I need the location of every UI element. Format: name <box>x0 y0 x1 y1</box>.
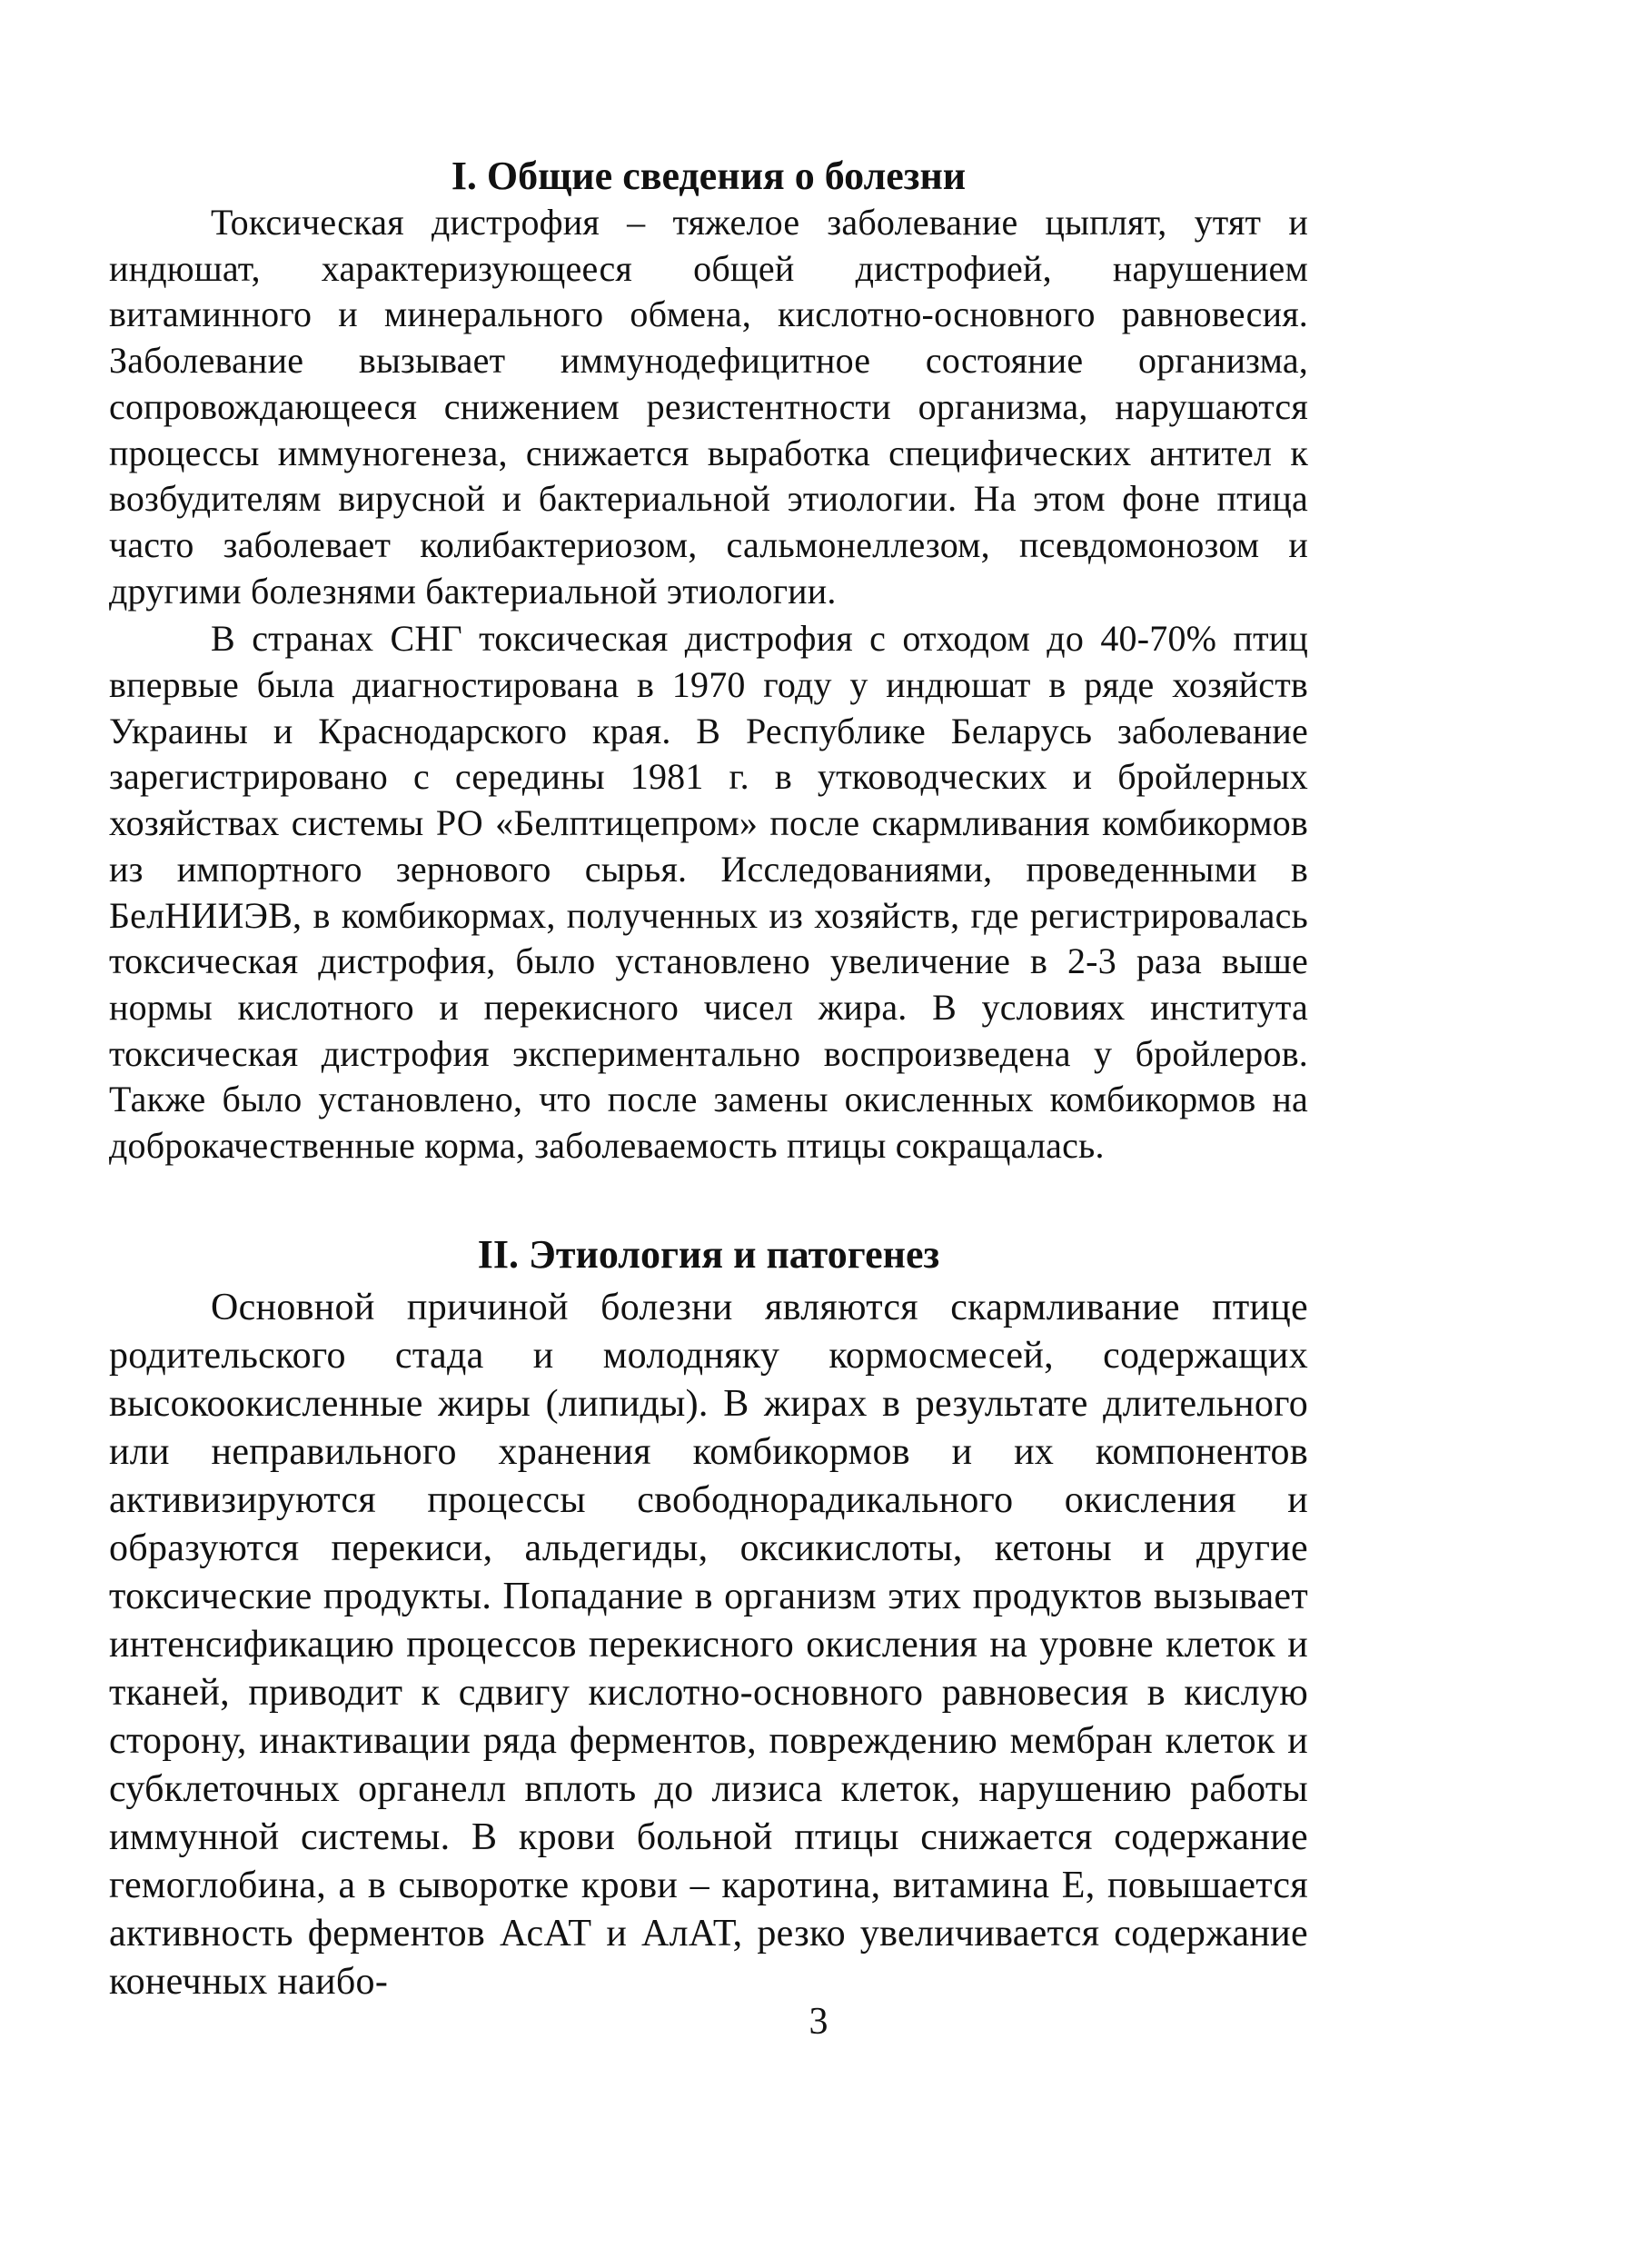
page-number: 3 <box>809 2001 828 2043</box>
paragraph: Токсическая дистрофия – тяжелое заболевание цыплят, утят и индюшат, характеризующееся общей дистрофией, нарушением витаминного и минерального обмена, кислотно-основного равновесия. Заболевание вызывает иммунодефицитное состояние организма, сопровождающееся снижением резистентности организма, нарушаются процессы иммуногенеза, снижается выработка специфических антител к возбудителям вирусной и бактериальной этиологии. На этом фоне птица часто заболевает колибактериозом, сальмонеллезом, псевдомонозом и другими болезнями бактериальной этиологии. <box>109 202 1308 612</box>
section-etiology-pathogenesis <box>109 1231 1308 2006</box>
section-heading: I. Общие сведения о болезни <box>451 154 967 198</box>
section-general-info <box>109 153 1308 1169</box>
paragraph: В странах СНГ токсическая дистрофия с отходом до 40-70% птиц впервые была диагностирована в 1970 году у индюшат в ряде хозяйств Украины и Краснодарского края. В Республике Беларусь заболевание зарегистрировано с середины 1981 г. в утководческих и бройлерных хозяйствах системы РО «Белптицепром» после скармливания комбикормов из импортного зернового сырья. Исследованиями, проведенными в БелНИИЭВ, в комбикормах, полученных из хозяйств, где регистрировалась токсическая дистрофия, было установлено увеличение в 2-3 раза выше нормы кислотного и перекисного чисел жира. В условиях института токсическая дистрофия экспериментально воспроизведена у бройлеров. Также было установлено, что после замены окисленных комбикормов на доброкачественные корма, заболеваемость птицы сокращалась. <box>109 618 1308 1167</box>
document-page <box>109 153 1308 2006</box>
paragraph: Основной причиной болезни являются скармливание птице родительского стада и молодняку кормосмесей, содержащих высокоокисленные жиры (липиды). В жирах в результате длительного или неправильного хранения комбикормов и их компонентов активизируются процессы свободнорадикального окисления и образуются перекиси, альдегиды, оксикислоты, кетоны и другие токсические продукты. Попадание в организм этих продуктов вызывает интенсификацию процессов перекисного окисления на уровне клеток и тканей, приводит к сдвигу кислотно-основного равновесия в кислую сторону, инактивации ряда ферментов, повреждению мембран клеток и субклеточных органелл вплоть до лизиса клеток, нарушению работы иммунной системы. В крови больной птицы снижается содержание гемоглобина, а в сыворотке крови – каротина, витамина Е, повышается активность ферментов АсАТ и АлАТ, резко увеличивается содержание конечных наибо- <box>109 1286 1308 2003</box>
section-heading: II. Этиология и патогенез <box>477 1231 940 1277</box>
